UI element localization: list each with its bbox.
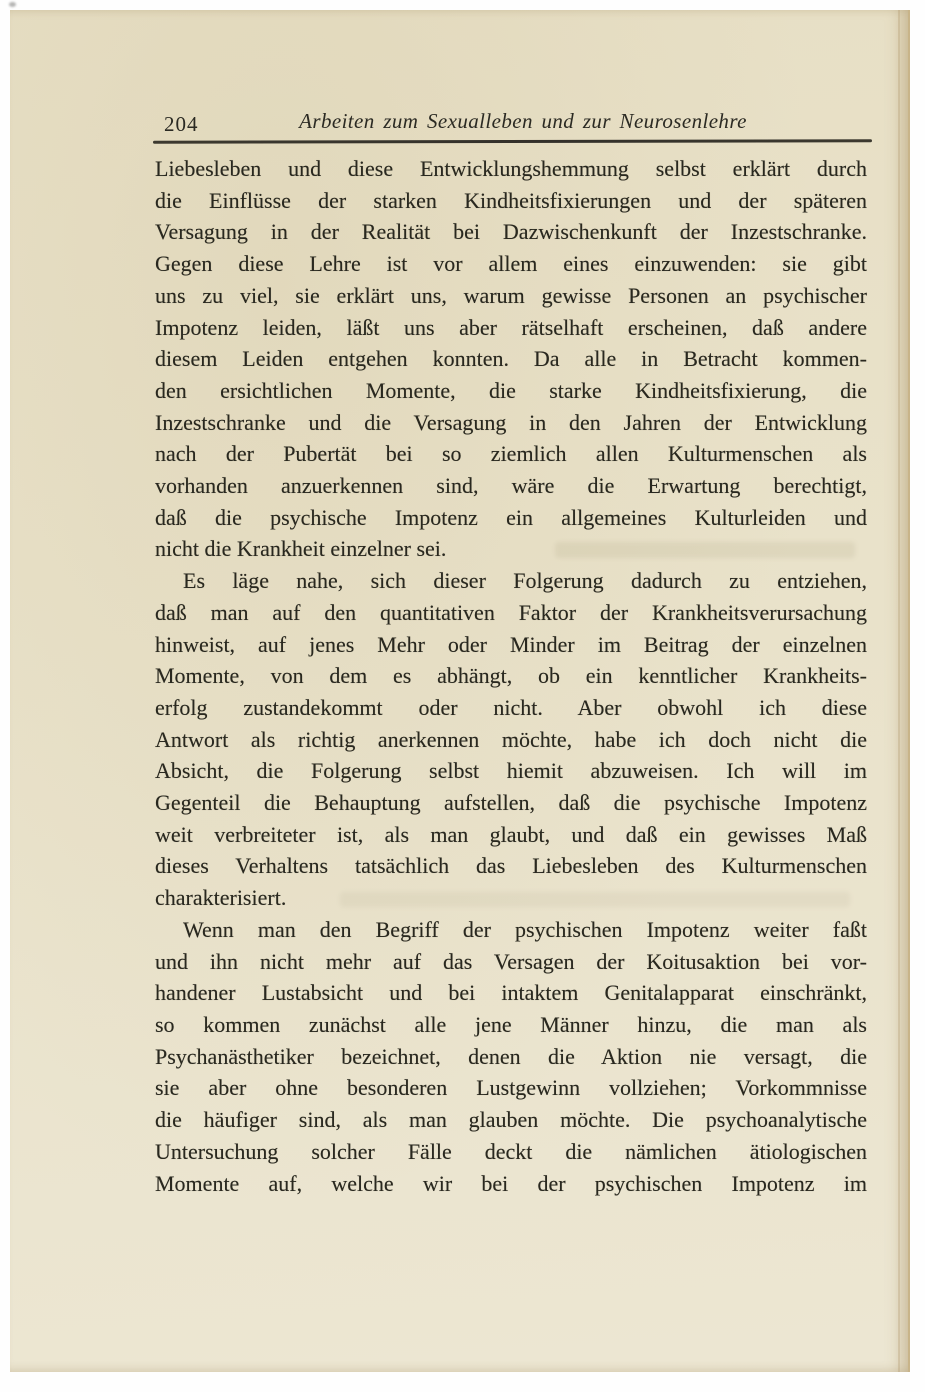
text-line: Versagung in der Realität bei Dazwischenkunft der Inzestschranke. [155, 219, 867, 245]
text-line: Momente auf, welche wir bei der psychischen Impotenz im [155, 1170, 867, 1196]
text-line: daß die psychische Impotenz ein allgemeines Kulturleiden und [155, 504, 867, 530]
text-line: erfolg zustandekommt oder nicht. Aber obwohl ich diese [155, 694, 867, 720]
text-line: vorhanden anzuerkennen sind, wäre die Erwartung berechtigt, [155, 473, 867, 499]
text-line: Psychanästhetiker bezeichnet, denen die Aktion nie versagt, die [155, 1043, 867, 1069]
text-line: Absicht, die Folgerung selbst hiemit abzuweisen. Ich will im [155, 758, 867, 784]
book-page [10, 10, 910, 1372]
running-header [155, 109, 871, 139]
text-line: Untersuchung solcher Fälle deckt die nämlichen ätiologischen [155, 1138, 867, 1164]
text-line: diesem Leiden entgehen konnten. Da alle in Betracht kommen- [155, 346, 867, 372]
text-line: daß man auf den quantitativen Faktor der Krankheitsverursachung [155, 599, 867, 625]
text-line: Inzestschranke und die Versagung in den Jahren der Entwicklung [155, 409, 867, 435]
text-line: hinweist, auf jenes Mehr oder Minder im Beitrag der einzelnen [155, 631, 867, 657]
text-line: und ihn nicht mehr auf das Versagen der Koitusaktion bei vor- [155, 948, 867, 974]
text-line: Liebesleben und diese Entwicklungshemmung selbst erklärt durch [155, 156, 867, 181]
text-line: so kommen zunächst alle jene Männer hinzu, die man als [155, 1011, 867, 1037]
text-line: weit verbreiteter ist, als man glaubt, und daß ein gewisses Maß [155, 821, 867, 847]
text-line: dieses Verhaltens tatsächlich das Liebesleben des Kulturmenschen [155, 853, 867, 879]
text-line: nicht die Krankheit einzelner sei. [155, 536, 447, 562]
text-line: Momente, von dem es abhängt, ob ein kenntlicher Krankheits- [155, 663, 867, 689]
running-head-title: Arbeiten zum Sexualleben und zur Neurosenlehre [299, 109, 747, 133]
text-line: uns zu viel, sie erklärt uns, warum gewisse Personen an psychischer [155, 282, 867, 308]
scan-speck-artifact [9, 2, 16, 7]
text-line: charakterisiert. [155, 885, 287, 911]
text-line: handener Lustabsicht und bei intaktem Genitalapparat einschränkt, [155, 980, 867, 1006]
body-text [155, 153, 867, 1199]
text-line: Gegen diese Lehre ist vor allem eines einzuwenden: sie gibt [155, 251, 867, 277]
header-rule [153, 139, 872, 144]
text-line: die Einflüsse der starken Kindheitsfixierungen und der späteren [155, 187, 867, 213]
text-line: nach der Pubertät bei so ziemlich allen Kulturmenschen als [155, 441, 867, 467]
text-line: Gegenteil die Behauptung aufstellen, daß die psychische Impotenz [155, 790, 867, 816]
text-line: Antwort als richtig anerkennen möchte, habe ich doch nicht die [155, 726, 867, 752]
text-line: sie aber ohne besonderen Lustgewinn vollziehen; Vorkommnisse [155, 1075, 867, 1101]
text-line: Impotenz leiden, läßt uns aber rätselhaft erscheinen, daß andere [155, 314, 867, 340]
text-line: die häufiger sind, als man glauben möchte. Die psychoanalytische [155, 1107, 867, 1133]
page-edge-shadow [898, 10, 900, 1372]
text-line: Es läge nahe, sich dieser Folgerung dadurch zu entziehen, [183, 568, 867, 594]
text-line: den ersichtlichen Momente, die starke Kindheitsfixierung, die [155, 377, 867, 403]
page-number: 204 [164, 112, 199, 136]
text-line: Wenn man den Begriff der psychischen Impotenz weiter faßt [183, 916, 867, 942]
